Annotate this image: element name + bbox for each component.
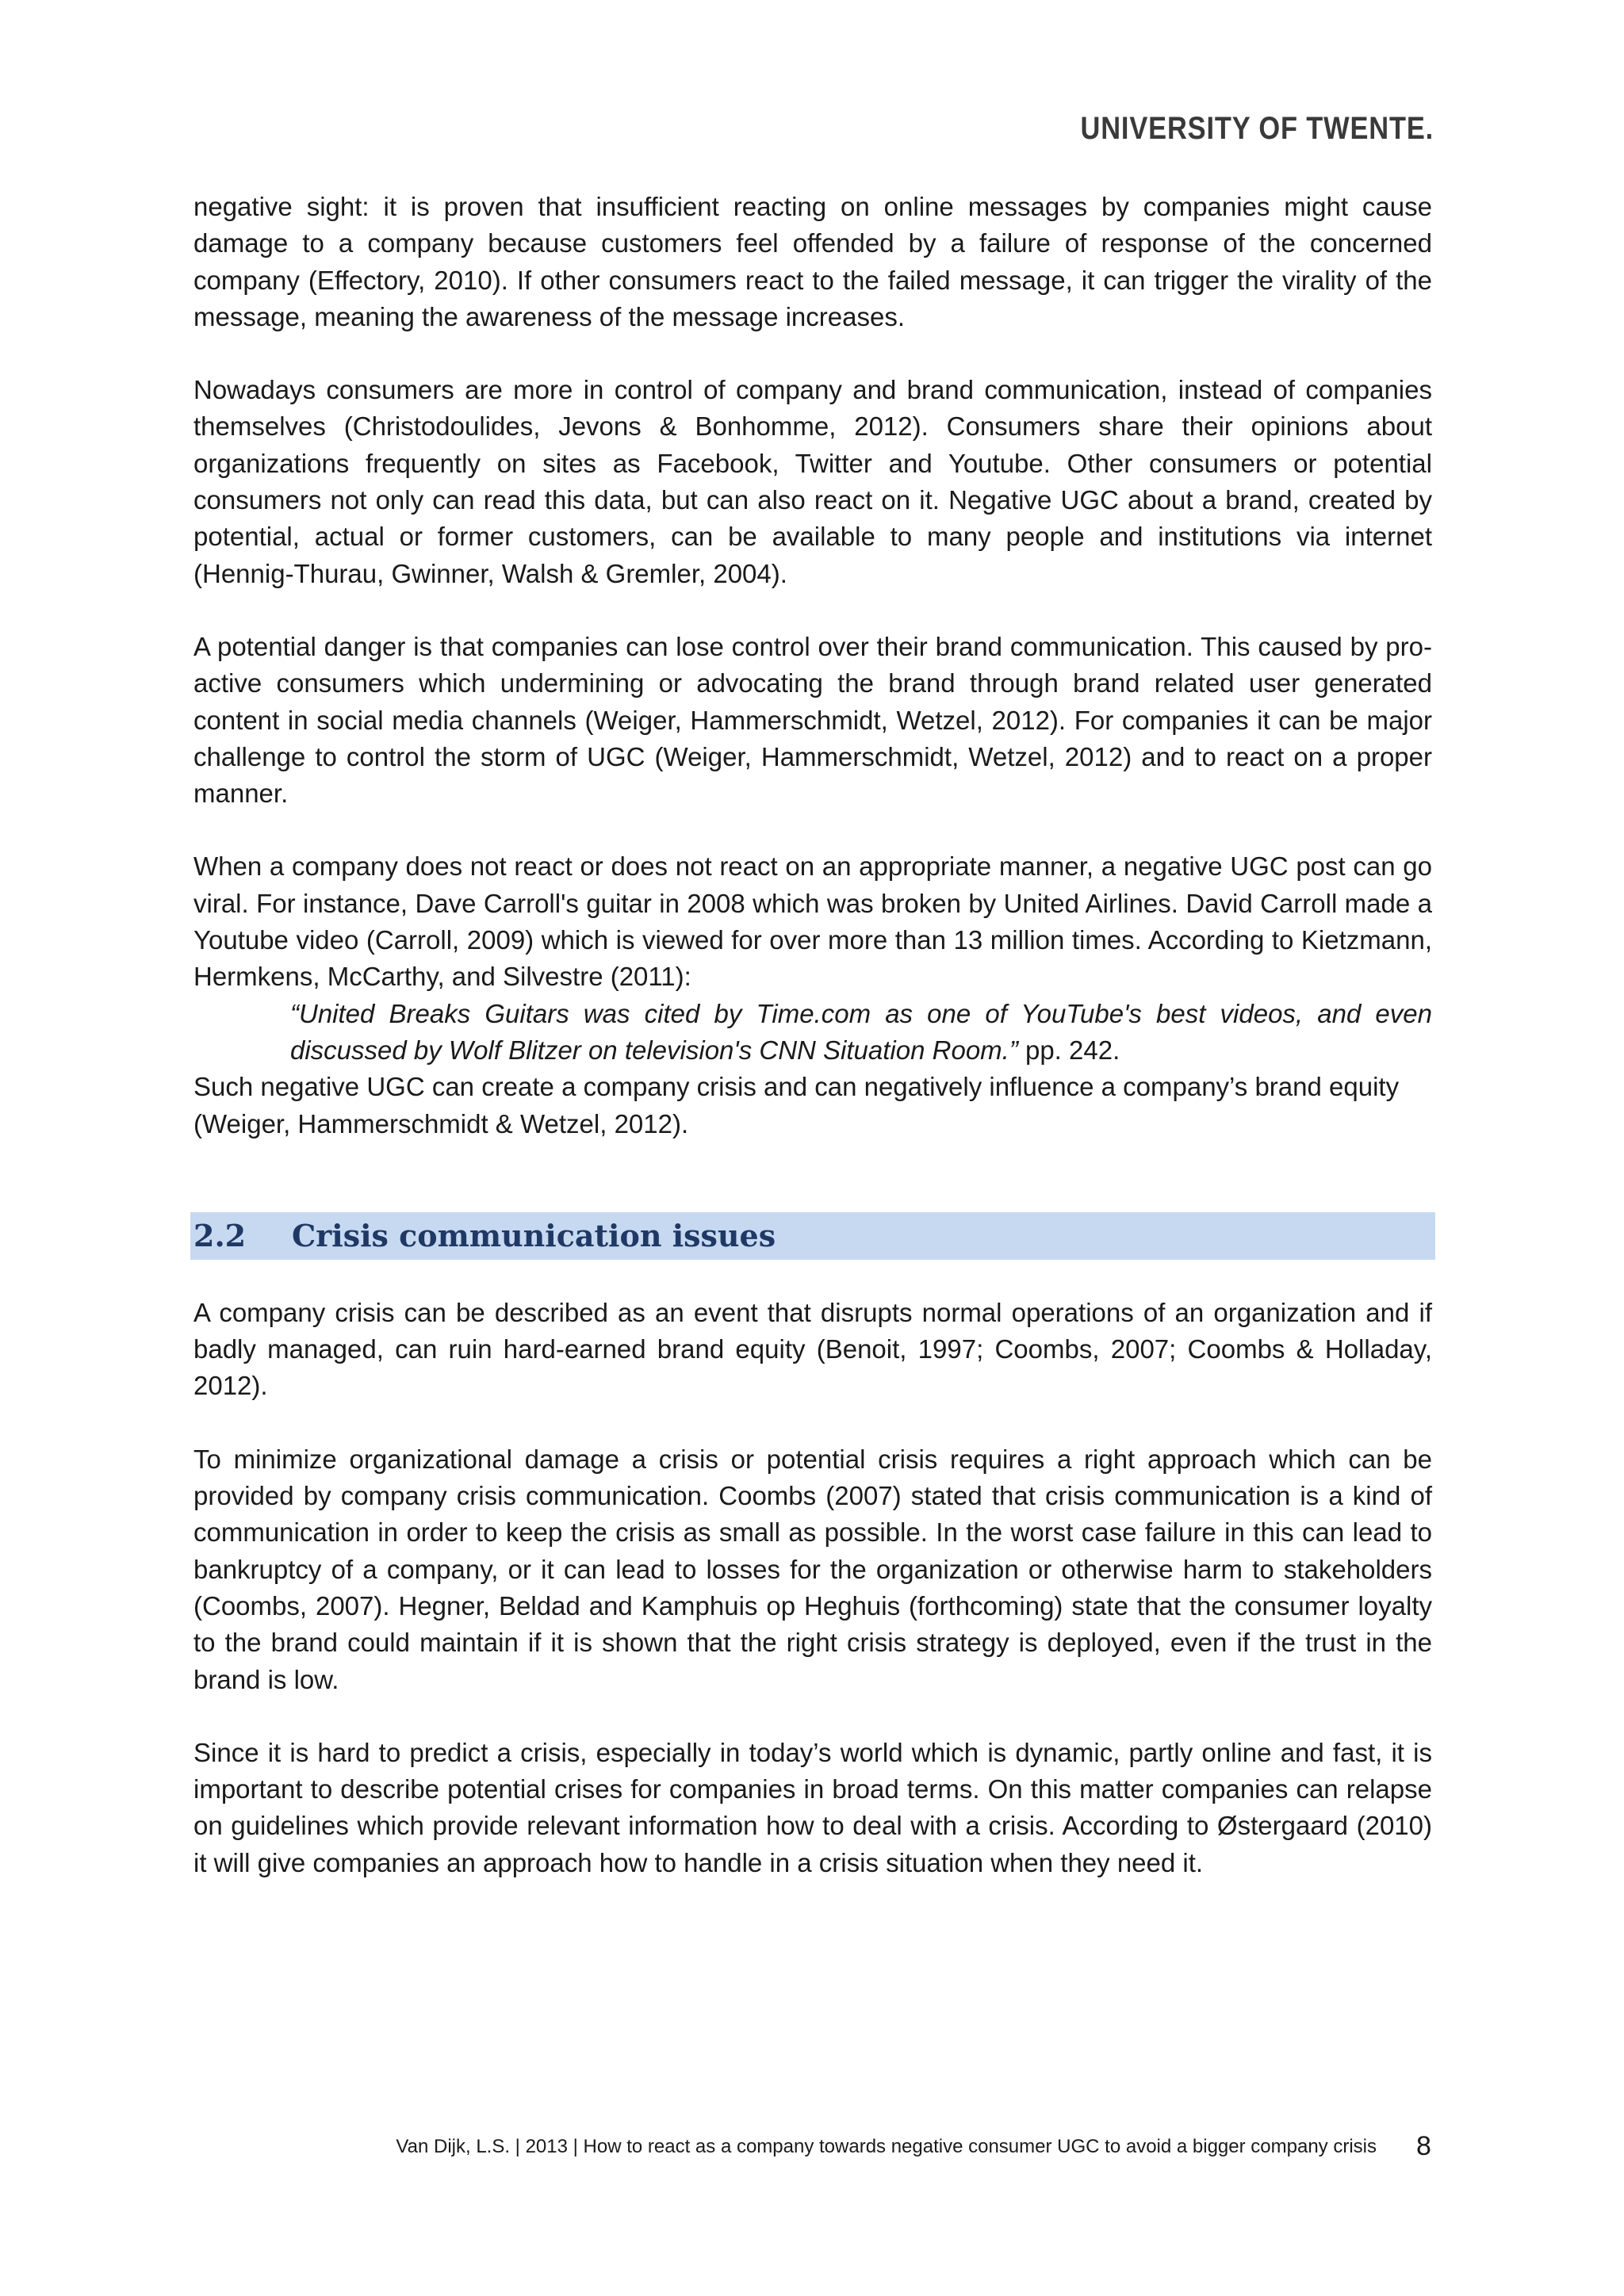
footer-text: Van Dijk, L.S. | 2013 | How to react as a company towards negative consumer UGC to avoid a bigger company crisis (396, 2136, 1377, 2157)
paragraph-negative-sight: negative sight: it is proven that insufficient reacting on online messages by companies might cause damage to a company because customers feel offended by a failure of response of the concerned company (Effectory, 2010). If other consumers react to the failed message, it can trigger the virality of the message, meaning the awareness of the message increases. (193, 192, 1432, 331)
section-number: 2.2 (193, 1218, 247, 1254)
page-number: 8 (1416, 2131, 1431, 2161)
quote-text: “United Breaks Guitars was cited by Time.com as one of YouTube's best videos, and even discussed by Wolf Blitzer on television's CNN Situation Room.” (290, 998, 1432, 1065)
paragraph-predict-crisis: Since it is hard to predict a crisis, especially in today’s world which is dynamic, partly online and fast, it is important to describe potential crises for companies in broad terms. On this matter companies can relapse on guidelines which provide relevant information how to deal with a crisis. According to Østergaard (2010) it will give companies an approach how to handle in a crisis situation when they need it. (193, 1737, 1432, 1877)
paragraph-consumers-control: Nowadays consumers are more in control of company and brand communication, instead of companies themselves (Christodoulides, Jevons & Bonhomme, 2012). Consumers share their opinions about organizations frequently on sites as Facebook, Twitter and Youtube. Other consumers or potential consumers not only can read this data, but can also react on it. Negative UGC about a brand, created by potential, actual or former customers, can be available to many people and institutions via internet (Hennig-Thurau, Gwinner, Walsh & Gremler, 2004). (193, 375, 1432, 588)
section-title: Crisis communication issues (292, 1218, 776, 1254)
section-heading (190, 1212, 1435, 1260)
paragraph-potential-danger: A potential danger is that companies can lose control over their brand communication. This caused by pro-active consumers which undermining or advocating the brand through brand related user generated content in social media channels (Weiger, Hammerschmidt, Wetzel, 2012). For companies it can be major challenge to control the storm of UGC (Weiger, Hammerschmidt, Wetzel, 2012) and to react on a proper manner. (193, 631, 1432, 809)
paragraph-brand-equity: Such negative UGC can create a company crisis and can negatively influence a company’s brand equity (Weiger, Hammerschmidt & Wetzel, 2012). (193, 1072, 1400, 1138)
block-quote (290, 996, 1432, 1070)
quote-reference: pp. 242. (1017, 1035, 1120, 1065)
paragraph-company-crisis: A company crisis can be described as an event that disrupts normal operations of an organization and if badly managed, can ruin hard-earned brand equity (Benoit, 1997; Coombs, 2007; Coombs & Holladay, 2012). (193, 1297, 1432, 1401)
paragraph-minimize-damage: To minimize organizational damage a crisis or potential crisis requires a right approach which can be provided by company crisis communication. Coombs (2007) stated that crisis communication is a kind of communication in order to keep the crisis as small as possible. In the worst case failure in this can lead to bankruptcy of a company, or it can lead to losses for the organization or otherwise harm to stakeholders (Coombs, 2007). Hegner, Beldad and Kamphuis op Heghuis (forthcoming) state that the consumer loyalty to the brand could maintain if it is shown that the right crisis strategy is deployed, even if the trust in the brand is low. (193, 1444, 1432, 1694)
university-logo: UNIVERSITY OF TWENTE. (1080, 111, 1434, 146)
page-content (193, 189, 1432, 1881)
paragraph-going-viral: When a company does not react or does not react on an appropriate manner, a negative UGC post can go viral. For instance, Dave Carroll's guitar in 2008 which was broken by United Airlines. David Carroll made a Youtube video (Carroll, 2009) which is viewed for over more than 13 million times. According to Kietzmann, Hermkens, McCarthy, and Silvestre (2011): (193, 851, 1432, 992)
